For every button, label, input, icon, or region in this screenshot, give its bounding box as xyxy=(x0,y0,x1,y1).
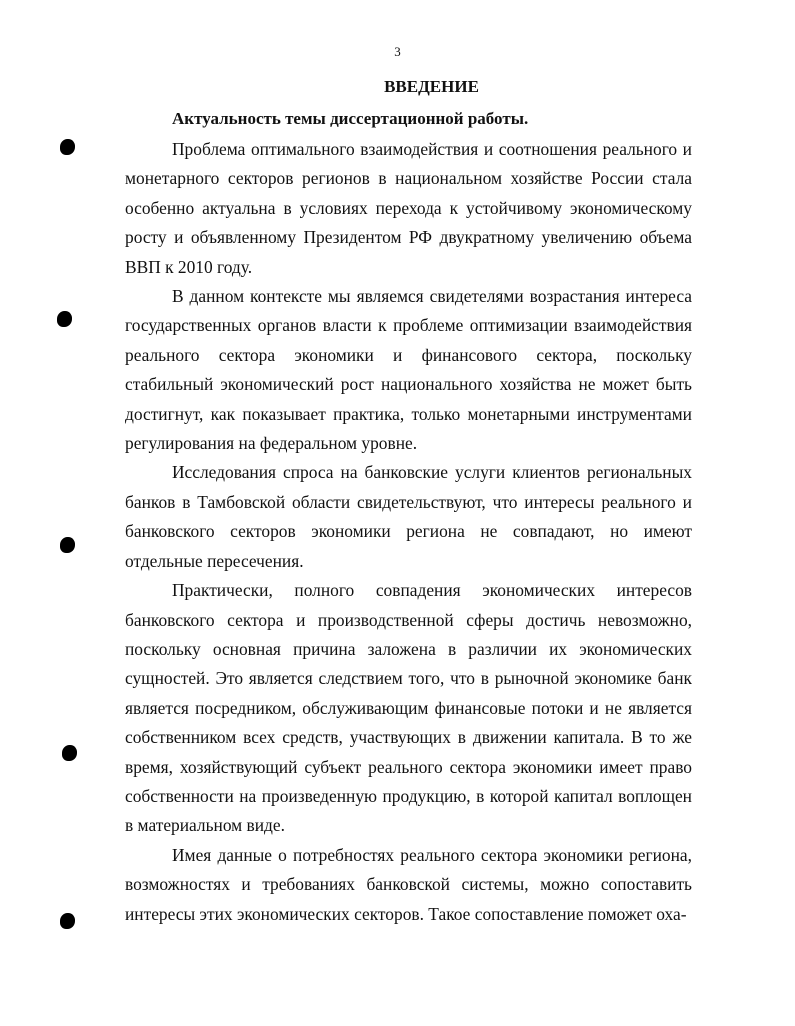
section-subtitle: Актуальность темы диссертационной работы. xyxy=(172,109,529,128)
page-number: 3 xyxy=(394,44,401,59)
paragraph-1: Проблема оптимального взаимодействия и соотношения реального и монетарного секторов регионов в национальном хозяйстве России стала особенно актуальна в условиях перехода к устойчивому экономическому росту и объявленному Президентом РФ двукратному увеличению объема ВВП к 2010 году. xyxy=(125,139,692,277)
punch-hole-mark-1 xyxy=(60,139,75,155)
punch-hole-mark-5 xyxy=(60,913,75,929)
punch-hole-mark-2 xyxy=(57,311,72,327)
paragraph-3: Исследования спроса на банковские услуги клиентов региональных банков в Тамбовской области свидетельствуют, что интересы реального и банковского секторов экономики региона не совпадают, но имеют отдельные пересечения. xyxy=(125,462,692,571)
punch-hole-mark-4 xyxy=(62,745,77,761)
paragraph-4: Практически, полного совпадения экономических интересов банковского сектора и производственной сферы достичь невозможно, поскольку основная причина заложена в различии их экономических сущностей. Это является следствием того, что в рыночной экономике банк является посредником, обслуживающим финансовые потоки и не является собственником всех средств, участвующих в движении капитала. В то же время, хозяйствующий субъект реального сектора экономики имеет право собственности на произведенную продукцию, в которой капитал воплощен в материальном виде. xyxy=(125,580,692,836)
page-title: ВВЕДЕНИЕ xyxy=(384,77,479,96)
punch-hole-mark-3 xyxy=(60,537,75,553)
body-text xyxy=(125,135,692,929)
paragraph-2: В данном контексте мы являемся свидетелями возрастания интереса государственных органов власти к проблеме оптимизации взаимодействия реального сектора экономики и финансового сектора, поскольку стабильный экономический рост национального хозяйства не может быть достигнут, как показывает практика, только монетарными инструментами регулирования на федеральном уровне. xyxy=(125,286,692,454)
paragraph-5: Имея данные о потребностях реального сектора экономики региона, возможностях и требованиях банковской системы, можно сопоставить интересы этих экономических секторов. Такое сопоставление поможет оха- xyxy=(125,844,692,924)
